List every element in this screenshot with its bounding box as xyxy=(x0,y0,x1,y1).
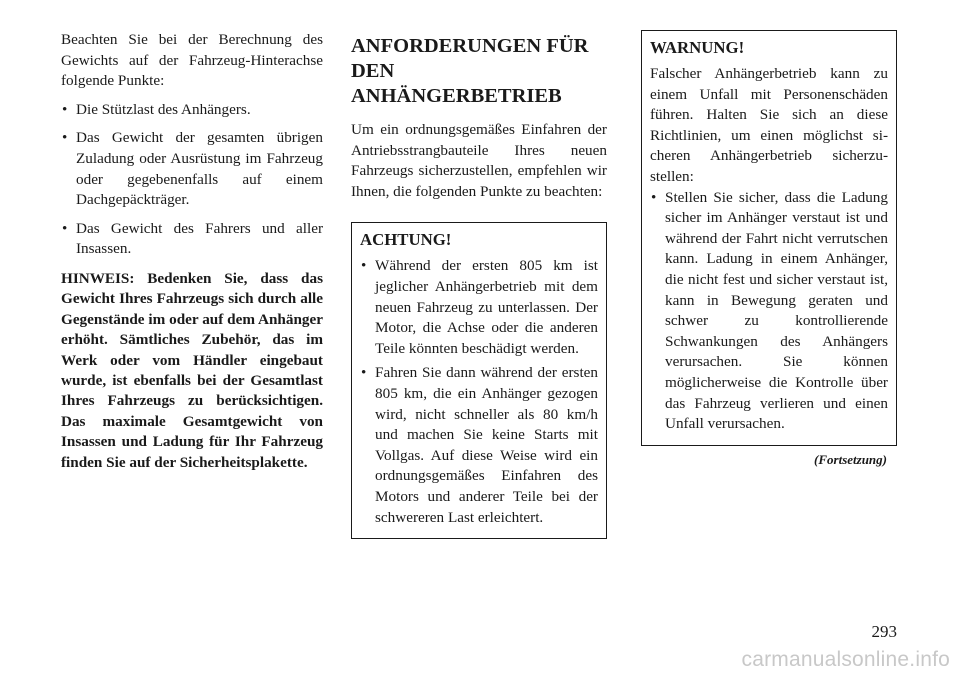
weight-calc-intro: Beachten Sie bei der Berechnung des Gewichts auf der Fahrzeug-Hinterachse folgende Punkte: xyxy=(61,31,323,90)
right-column xyxy=(641,30,897,470)
section-heading-line1: ANFORDERUNGEN FÜR xyxy=(351,35,589,57)
note-paragraph: HINWEIS: Bedenken Sie, dass das Gewicht Ihres Fahrzeugs sich durch alle Gegenstände im oder auf dem Anhänger erhöht. Sämtliches Zubehör, das im Werk oder vom Händler eingebaut wurde, ist ebenfalls bei der Gesamtlast Ihres Fahrzeugs zu berücksichtigen. Das maximale Gesamtgewicht von Insassen und Ladung für Ihr Fahrzeug finden Sie auf der Sicherheitsplakette. xyxy=(61,269,323,471)
warning-text: Falscher Anhängerbetrieb kann zu einem Unfall mit Personenschäden führen. Halten Sie sich an diese Richtlinien, um einen möglichst sicheren Anhängerbetrieb sicherzustellen: xyxy=(650,65,888,185)
section-heading xyxy=(351,34,607,109)
list-item: • Die Stützlast des Anhängers. xyxy=(61,100,323,121)
continued-label: (Fortsetzung) xyxy=(814,451,887,467)
page-number: 293 xyxy=(871,622,897,641)
list-item: • Fahren Sie dann während der ersten 805 km, die ein Anhänger gezogen wird, nicht schneller als 80 km/h und machen Sie keine Starts mit Vollgas. Auf diese Weise wird ein ordnungsgemäßes Einfahren des Motors und anderer Teile bei der schwereren Last erleichtert. xyxy=(360,363,598,528)
warning-title: WARNUNG! xyxy=(650,38,745,57)
weight-factors-list xyxy=(61,100,323,260)
list-item: • Stellen Sie sicher, dass die Ladung sicher im Anhänger verstaut ist und während der Fahrt nicht verrutschen kann. Ladung in einem Anhänger, die nicht fest und sicher verstaut ist, kann in Bewegung geraten und schwer zu kontrollierende Schwankungen des Anhängers verursachen. Sie können möglicherweise die Kontrolle über das Fahrzeug verlieren und einen Unfall verursachen. xyxy=(650,188,888,435)
section-heading-line2: DEN ANHÄNGERBETRIEB xyxy=(351,60,562,107)
caution-box xyxy=(351,222,607,539)
warning-list xyxy=(650,188,888,435)
list-item: • Das Gewicht des Fahrers und aller Insassen. xyxy=(61,219,323,260)
watermark: carmanualsonline.info xyxy=(741,648,950,671)
caution-list xyxy=(360,256,598,528)
warning-box xyxy=(641,30,897,446)
left-column xyxy=(61,30,323,473)
requirements-intro: Um ein ordnungsgemäßes Einfahren der Antriebsstrangbauteile Ihres neuen Fahrzeugs sicherzustellen, empfehlen wir Ihnen, die folgenden Punkte zu beachten: xyxy=(351,121,607,200)
list-item: • Das Gewicht der gesamten übrigen Zuladung oder Ausrüstung im Fahrzeug oder gegebenenfalls auf einem Dachgepäckträger. xyxy=(61,128,323,210)
middle-column xyxy=(351,30,607,539)
caution-title: ACHTUNG! xyxy=(360,230,452,250)
list-item: • Während der ersten 805 km ist jeglicher Anhängerbetrieb mit dem neuen Fahrzeug zu unterlassen. Der Motor, die Achse oder die anderen Teile könnten beschädigt werden. xyxy=(360,256,598,359)
